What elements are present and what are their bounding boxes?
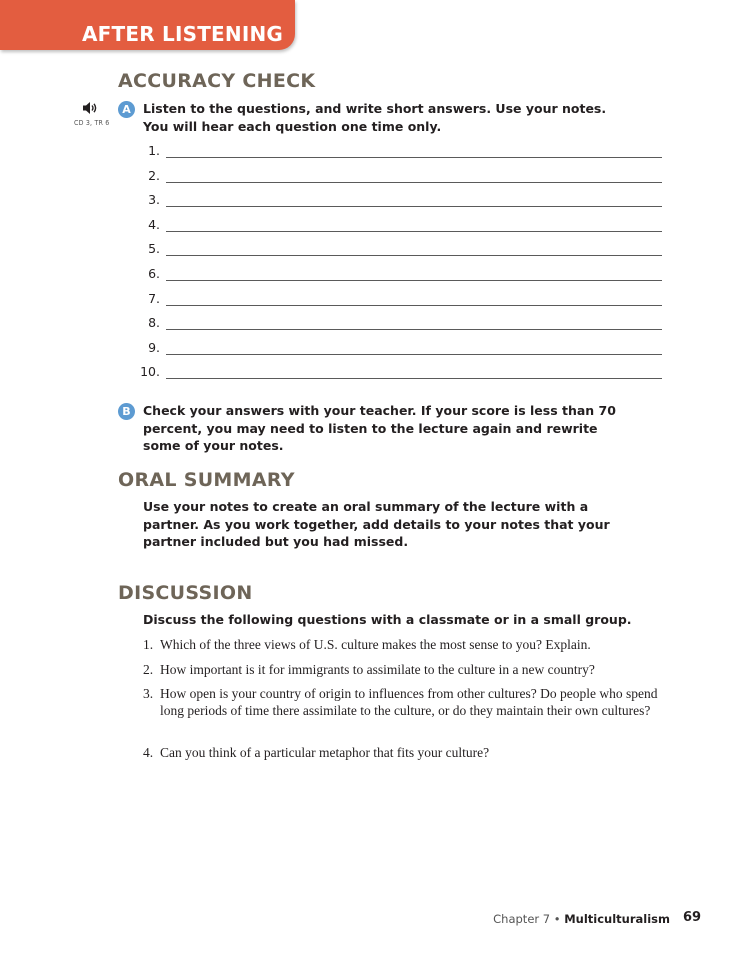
discussion-title: DISCUSSION (118, 582, 253, 604)
answer-number: 10. (140, 364, 160, 380)
speaker-icon[interactable] (82, 101, 98, 115)
answer-row (140, 364, 662, 384)
question-number: 2. (143, 662, 154, 677)
answer-number: 3. (148, 192, 160, 208)
question-number: 3. (143, 686, 154, 701)
discussion-question (143, 636, 663, 653)
answer-number: 2. (148, 167, 160, 183)
oral-summary-title: ORAL SUMMARY (118, 469, 295, 491)
answer-number: 4. (148, 216, 160, 232)
footer-topic: Multiculturalism (564, 912, 670, 926)
answer-row (140, 192, 662, 212)
answer-row (140, 291, 662, 311)
question-number: 4. (143, 745, 154, 760)
section-banner (0, 0, 295, 50)
answer-blank-line[interactable] (166, 354, 662, 355)
answer-blank-line[interactable] (166, 280, 662, 281)
accuracy-check-title: ACCURACY CHECK (118, 70, 316, 92)
question-text: Can you think of a particular metaphor that fits your culture? (160, 745, 490, 760)
answer-blank-line[interactable] (166, 182, 662, 183)
answer-number: 5. (148, 241, 160, 257)
oral-summary-instruction: Use your notes to create an oral summary of the lecture with a partner. As you work together, add details to your notes that your partner included but you had missed. (143, 499, 610, 549)
audio-track-label: CD 3, TR 6 (74, 119, 110, 127)
part-b-instruction: Check your answers with your teacher. If your score is less than 70 percent, you may need to listen to the lecture again and rewrite some of your notes. (143, 403, 616, 453)
answer-blank-line[interactable] (166, 329, 662, 330)
answer-row (140, 266, 662, 286)
answer-blank-line[interactable] (166, 378, 662, 379)
answer-row (140, 340, 662, 360)
answer-number: 1. (148, 143, 160, 158)
discussion-question (143, 685, 663, 719)
answer-row (140, 241, 662, 261)
discussion-question (143, 661, 663, 678)
question-number: 1. (143, 637, 154, 652)
answer-row (140, 143, 662, 163)
part-a-badge: A (118, 101, 135, 118)
answer-number: 9. (148, 339, 160, 355)
answer-blank-line[interactable] (166, 157, 662, 158)
answer-blank-line[interactable] (166, 305, 662, 306)
answer-row (140, 217, 662, 237)
footer-chapter: Chapter 7 (493, 912, 551, 926)
question-text: How open is your country of origin to influences from other cultures? Do people who spend long periods of time there assimilate to the culture, or do they maintain their own cultures? (160, 686, 658, 718)
answer-number: 8. (148, 315, 160, 331)
discussion-question (143, 744, 663, 761)
answer-row (140, 168, 662, 188)
running-footer (493, 912, 670, 926)
answer-blank-line[interactable] (166, 206, 662, 207)
footer-separator: • (550, 912, 565, 926)
page-number: 69 (683, 910, 702, 925)
part-a-instruction: Listen to the questions, and write short answers. Use your notes. You will hear each question one time only. (143, 101, 607, 134)
part-b-badge: B (118, 403, 135, 420)
question-text: How important is it for immigrants to assimilate to the culture in a new country? (160, 662, 595, 677)
answer-blank-line[interactable] (166, 231, 662, 232)
banner-label: AFTER LISTENING (82, 22, 284, 46)
answer-number: 7. (148, 290, 160, 306)
answer-blank-line[interactable] (166, 255, 662, 256)
question-text: Which of the three views of U.S. culture makes the most sense to you? Explain. (160, 637, 591, 652)
discussion-instruction: Discuss the following questions with a classmate or in a small group. (143, 612, 632, 627)
answer-row (140, 315, 662, 335)
answer-number: 6. (148, 266, 160, 281)
